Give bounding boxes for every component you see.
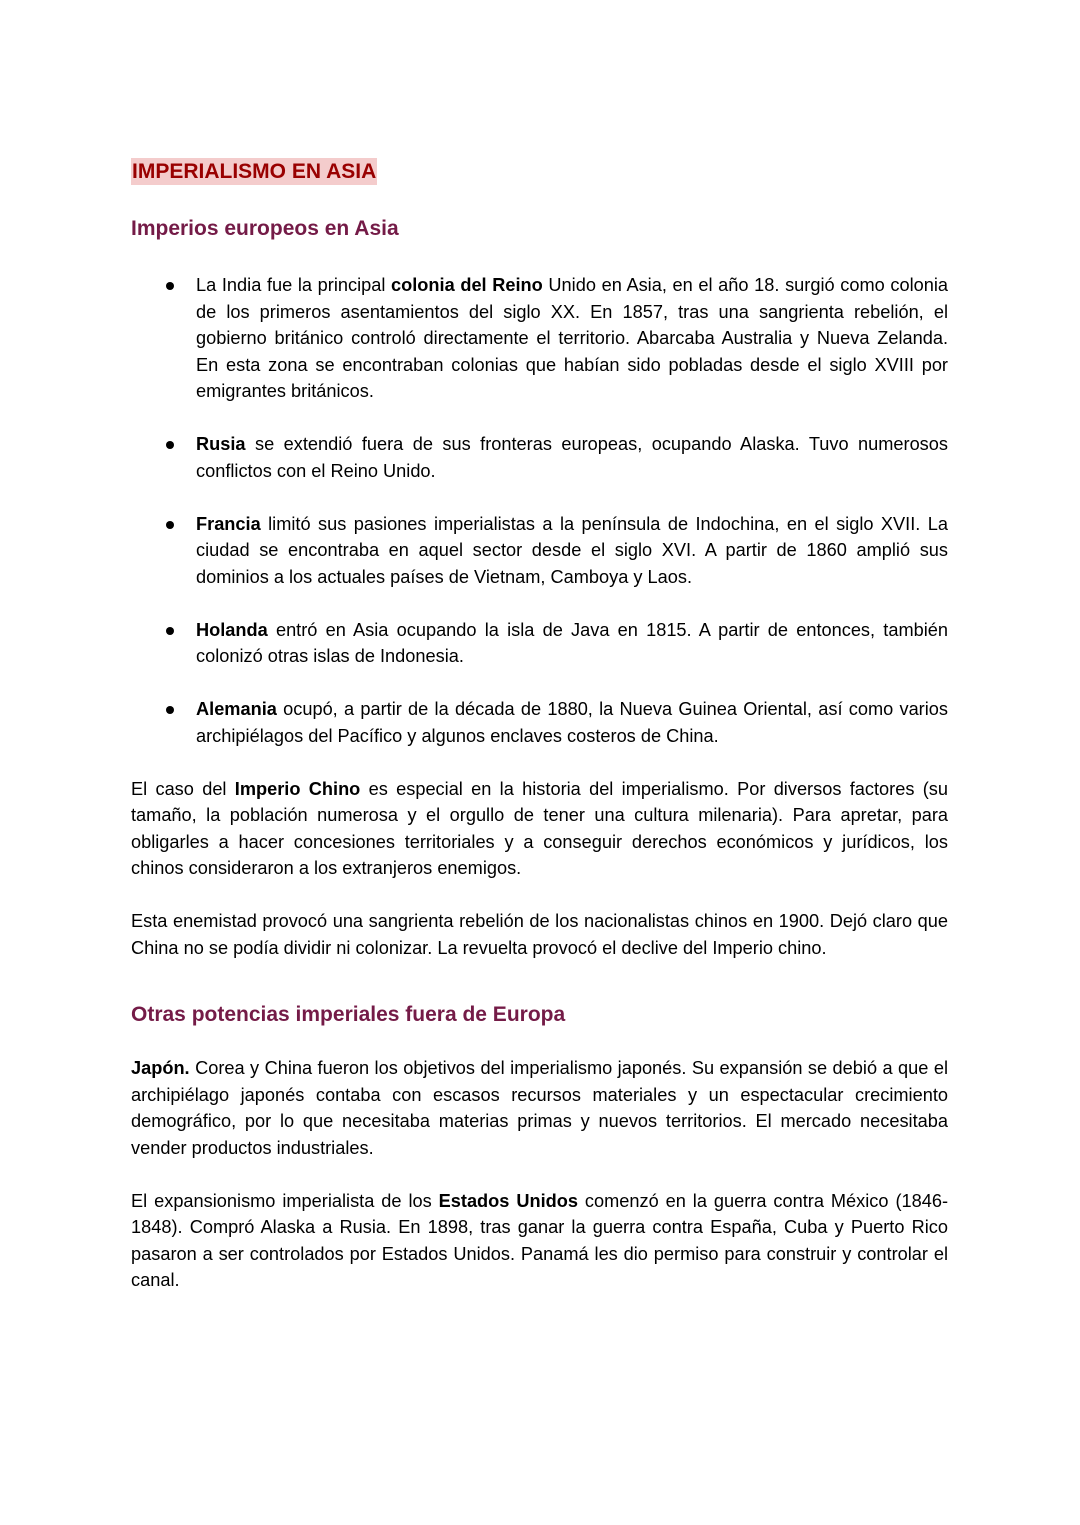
bullet-text-bold: Alemania — [196, 699, 277, 719]
bullet-text-bold: Holanda — [196, 619, 268, 640]
paragraph-text-bold: Imperio Chino — [234, 778, 361, 799]
bullet-text-post: entró en Asia ocupando la isla de Java en 1815. A partir de entonces, también colonizó otras islas de Indonesia. — [196, 619, 948, 666]
bullet-icon — [166, 627, 174, 635]
bullet-text-pre: La India fue la principal — [196, 275, 392, 295]
paragraph-text-pre: El expansionismo imperialista de los — [131, 1190, 439, 1211]
document-title-wrapper — [131, 158, 948, 185]
document-page — [131, 158, 948, 1294]
bullet-icon — [166, 521, 174, 529]
bullet-text-post: limitó sus pasiones imperialistas a la península de Indochina, en el siglo XVII. La ciudad se encontraba en aquel sector desde el siglo XVI. A partir de 1860 amplió sus dominios a los actuales países de Vietnam, Camboya y Laos. — [196, 513, 948, 587]
paragraph-text-bold: Estados Unidos — [438, 1190, 578, 1211]
bullet-item-francia — [196, 511, 948, 591]
paragraph-imperio-chino — [131, 776, 948, 882]
bullet-item-holanda — [196, 617, 948, 670]
bullet-text-bold: Francia — [196, 513, 261, 534]
paragraph-enemistad — [131, 908, 948, 961]
bullet-icon — [166, 441, 174, 449]
bullet-text-post: ocupó, a partir de la década de 1880, la Nueva Guinea Oriental, así como varios archipiélagos del Pacífico y algunos enclaves costeros de China. — [196, 699, 948, 746]
bullet-item-india — [196, 272, 948, 405]
paragraph-text-post: es especial en la historia del imperialismo. Por diversos factores (su tamaño, la población numerosa y el orgullo de tener una cultura milenaria). Para apretar, para obligarles a hacer concesiones territoriales y a conseguir derechos económicos y jurídicos, los chinos consideraron a los extranjeros enemigos. — [131, 778, 948, 878]
bullet-text-bold: colonia del Reino — [391, 275, 543, 295]
section-heading-imperios-europeos: Imperios europeos en Asia — [131, 217, 399, 240]
bullet-item-alemania — [196, 696, 948, 749]
paragraph-text-post: comenzó en la guerra contra México (1846-1848). Compró Alaska a Rusia. En 1898, tras ganar la guerra contra España, Cuba y Puerto Rico pasaron a ser controlados por Estados Unidos. Panamá les dio permiso para construir y controlar el canal. — [131, 1190, 949, 1290]
paragraph-text: Esta enemistad provocó una sangrienta rebelión de los nacionalistas chinos en 1900. Dejó claro que China no se podía dividir ni colonizar. La revuelta provocó el declive del Imperio chino. — [131, 911, 948, 958]
paragraph-text-pre: El caso del — [131, 778, 235, 799]
bullet-icon — [166, 706, 174, 714]
section-heading-otras-potencias: Otras potencias imperiales fuera de Europa — [131, 1003, 566, 1026]
paragraph-text-bold: Japón. — [131, 1058, 190, 1078]
paragraph-text-post: Corea y China fueron los objetivos del imperialismo japonés. Su expansión se debió a que el archipiélago japonés contaba con escasos recursos materiales y un espectacular crecimiento demográfico, por lo que necesitaba materias primas y nuevos territorios. El mercado necesitaba vender productos industriales. — [131, 1058, 948, 1158]
bullet-item-rusia — [196, 431, 948, 484]
bullet-text-bold: Rusia — [196, 434, 246, 454]
bullet-text-post: se extendió fuera de sus fronteras europeas, ocupando Alaska. Tuvo numerosos conflictos con el Reino Unido. — [196, 434, 948, 481]
bullet-text-post: Unido en Asia, en el año 18. surgió como colonia de los primeros asentamientos del siglo XX. En 1857, tras una sangrienta rebelión, el gobierno británico controló directamente el territorio. Abarcaba Australia y Nueva Zelanda. En esta zona se encontraban colonias que habían sido pobladas desde el siglo XVIII por emigrantes británicos. — [196, 275, 948, 401]
paragraph-japon — [131, 1055, 948, 1161]
bullet-icon — [166, 282, 174, 290]
document-title: IMPERIALISMO EN ASIA — [132, 160, 377, 183]
paragraph-estados-unidos — [131, 1188, 948, 1294]
bullet-list-european-empires — [131, 272, 948, 749]
